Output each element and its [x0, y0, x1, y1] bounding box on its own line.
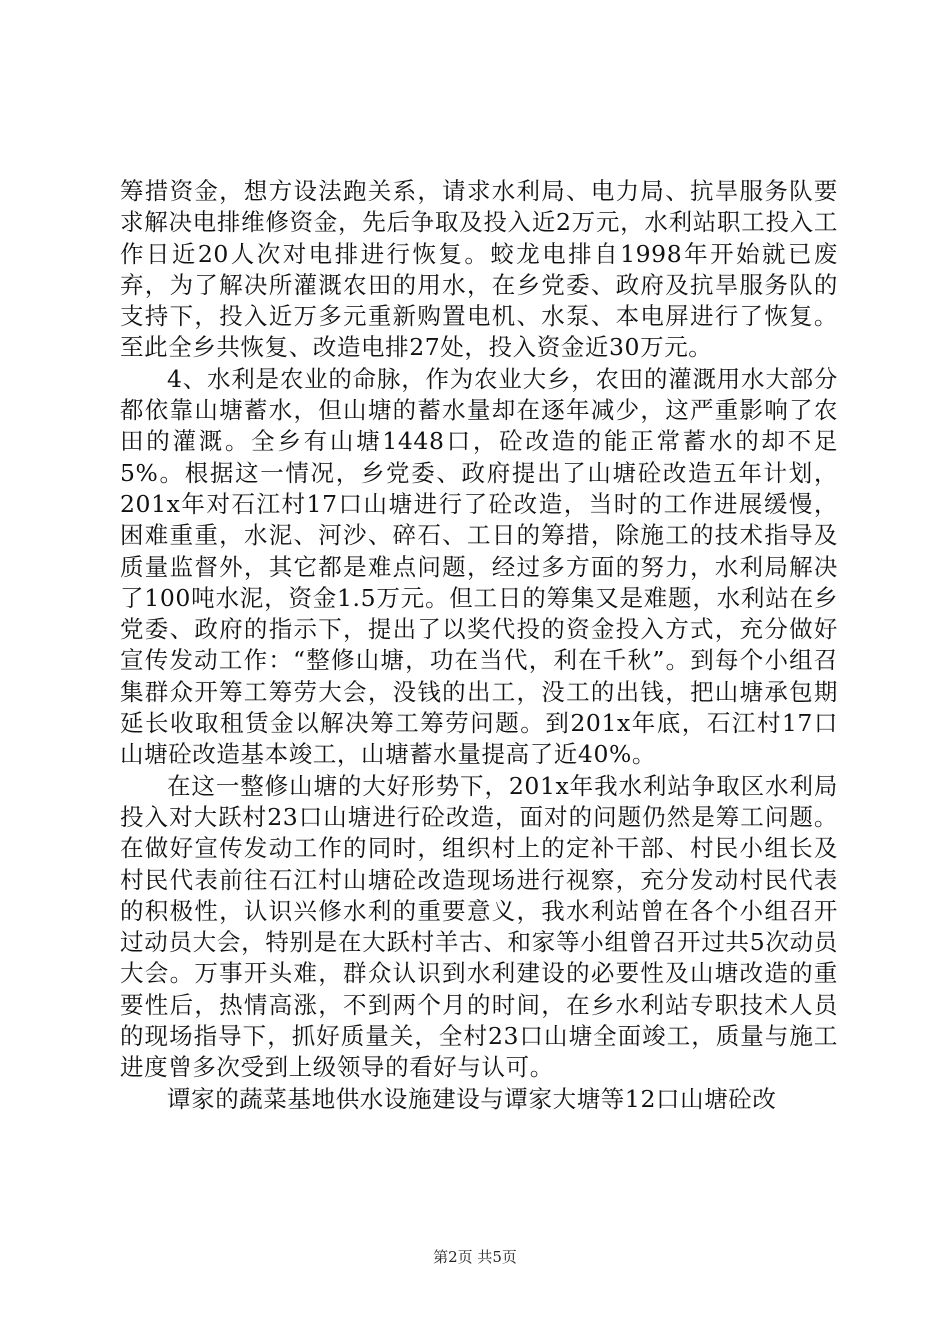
document-body [120, 176, 838, 1115]
paragraph-3: 在这一整修山塘的大好形势下，201x年我水利站争取区水利局投入对大跃村23口山塘进行砼改造，面对的问题仍然是筹工问题。在做好宣传发动工作的同时，组织村上的定补干部、村民小组长及村民代表前往石江村山塘砼改造现场进行视察，充分发动村民代表的积极性，认识兴修水利的重要意义，我水利站曾在各个小组召开过动员大会，特别是在大跃村羊古、和家等小组曾召开过共5次动员大会。万事开头难，群众认识到水利建设的必要性及山塘改造的重要性后，热情高涨，不到两个月的时间，在乡水利站专职技术人员的现场指导下，抓好质量关，全村23口山塘全面竣工，质量与施工进度曾多次受到上级领导的看好与认可。 [120, 771, 838, 1082]
paragraph-1: 筹措资金，想方设法跑关系，请求水利局、电力局、抗旱服务队要求解决电排维修资金，先后争取及投入近2万元，水利站职工投入工作日近20人次对电排进行恢复。蛟龙电排自1998年开始就已废弃，为了解决所灌溉农田的用水，在乡党委、政府及抗旱服务队的支持下，投入近万多元重新购置电机、水泵、本电屏进行了恢复。至此全乡共恢复、改造电排27处，投入资金近30万元。 [120, 177, 838, 362]
page-number-footer: 第2页 共5页 [433, 1248, 517, 1266]
paragraph-4: 谭家的蔬菜基地供水设施建设与谭家大塘等12口山塘砼改 [167, 1084, 777, 1113]
paragraph-2: 4、水利是农业的命脉，作为农业大乡，农田的灌溉用水大部分都依靠山塘蓄水，但山塘的蓄水量却在逐年减少，这严重影响了农田的灌溉。全乡有山塘1448口，砼改造的能正常蓄水的却不足5%。根据这一情况，乡党委、政府提出了山塘砼改造五年计划，201x年对石江村17口山塘进行了砼改造，当时的工作进展缓慢，困难重重，水泥、河沙、碎石、工日的筹措，除施工的技术指导及质量监督外，其它都是难点问题，经过多方面的努力，水利局解决了100吨水泥，资金1.5万元。但工日的筹集又是难题，水利站在乡党委、政府的指示下，提出了以奖代投的资金投入方式，充分做好宣传发动工作：“整修山塘，功在当代，利在千秋”。到每个小组召集群众开筹工筹劳大会，没钱的出工，没工的出钱，把山塘承包期延长收取租赁金以解决筹工筹劳问题。到201x年底，石江村17口山塘砼改造基本竣工，山塘蓄水量提高了近40%。 [120, 364, 838, 769]
